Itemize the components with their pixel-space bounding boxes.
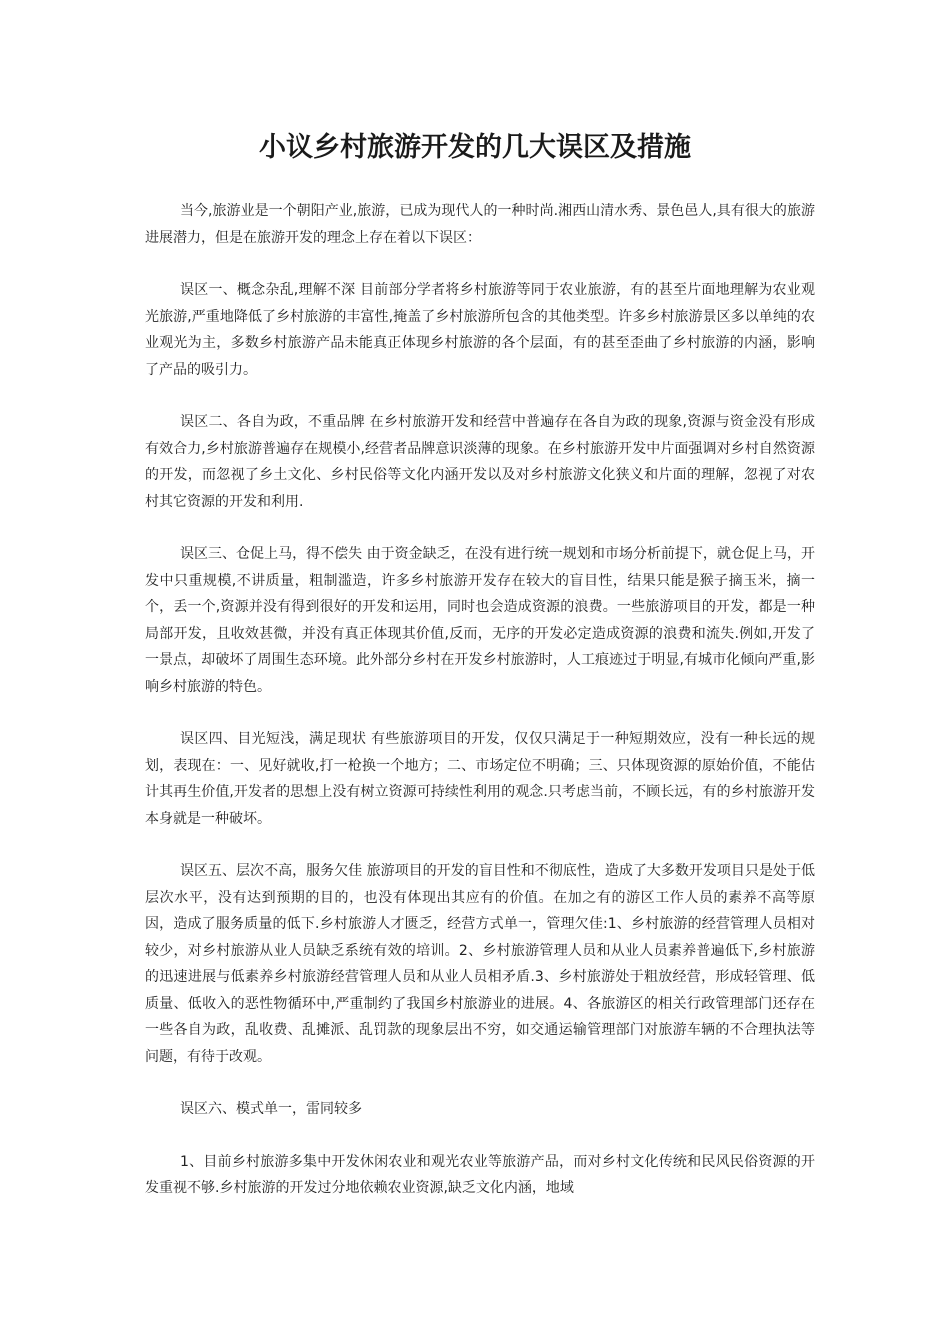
paragraph-misconception-3: 误区三、仓促上马，得不偿失 由于资金缺乏，在没有进行统一规划和市场分析前提下，就仓促上马，开发中只重规模,不讲质量，粗制滥造，许多乡村旅游开发存在较大的盲目性，结果只能是猴子摘玉米，摘一个，丢一个,资源并没有得到很好的开发和运用，同时也会造成资源的浪费。一些旅游项目的开发，都是一种局部开发，且收效甚微，并没有真正体现其价值,反而，无序的开发必定造成资源的浪费和流失.例如,开发了一景点，却破坏了周围生态环境。此外部分乡村在开发乡村旅游时，人工痕迹过于明显,有城市化倾向严重,影响乡村旅游的特色。 bbox=[145, 546, 815, 695]
paragraph-misconception-4: 误区四、目光短浅，满足现状 有些旅游项目的开发，仅仅只满足于一种短期效应，没有一种长远的规划，表现在：一、见好就收,打一枪换一个地方；二、市场定位不明确；三、只体现资源的原始价值，不能估计其再生价值,开发者的思想上没有树立资源可持续性利用的观念.只考虑当前，不顾长远，有的乡村旅游开发本身就是一种破坏。 bbox=[145, 731, 815, 827]
document-title: 小议乡村旅游开发的几大误区及措施 bbox=[259, 132, 691, 163]
paragraph-misconception-5: 误区五、层次不高，服务欠佳 旅游项目的开发的盲目性和不彻底性，造成了大多数开发项目只是处于低层次水平，没有达到预期的目的，也没有体现出其应有的价值。在加之有的游区工作人员的素养不高等原因，造成了服务质量的低下.乡村旅游人才匮乏，经营方式单一，管理欠佳:1、乡村旅游的经营管理人员相对较少，对乡村旅游从业人员缺乏系统有效的培训。2、乡村旅游管理人员和从业人员素养普遍低下,乡村旅游的迅速进展与低素养乡村旅游经营管理人员和从业人员相矛盾.3、乡村旅游处于粗放经营，形成轻管理、低质量、低收入的恶性物循环中,严重制约了我国乡村旅游业的进展。4、各旅游区的相关行政管理部门还存在一些各自为政，乱收费、乱摊派、乱罚款的现象层出不穷，如交通运输管理部门对旅游车辆的不合理执法等问题，有待于改观。 bbox=[145, 863, 815, 1065]
paragraph-misconception-1: 误区一、概念杂乱,理解不深 目前部分学者将乡村旅游等同于农业旅游，有的甚至片面地理解为农业观光旅游,严重地降低了乡村旅游的丰富性,掩盖了乡村旅游所包含的其他类型。许多乡村旅游景区多以单纯的农业观光为主，多数乡村旅游产品未能真正体现乡村旅游的各个层面，有的甚至歪曲了乡村旅游的内涵，影响了产品的吸引力。 bbox=[145, 282, 815, 378]
document-body bbox=[145, 198, 815, 1228]
paragraph-intro: 当今,旅游业是一个朝阳产业,旅游，已成为现代人的一种时尚.湘西山清水秀、景色邑人,具有很大的旅游进展潜力，但是在旅游开发的理念上存在着以下误区： bbox=[145, 203, 815, 246]
paragraph-misconception-6-point-1: 1、目前乡村旅游多集中开发休闲农业和观光农业等旅游产品，而对乡村文化传统和民风民俗资源的开发重视不够.乡村旅游的开发过分地依赖农业资源,缺乏文化内涵，地域 bbox=[145, 1153, 815, 1196]
paragraph-misconception-2: 误区二、各自为政，不重品牌 在乡村旅游开发和经营中普遍存在各自为政的现象,资源与资金没有形成有效合力,乡村旅游普遍存在规模小,经营者品牌意识淡薄的现象。在乡村旅游开发中片面强调对乡村自然资源的开发，而忽视了乡土文化、乡村民俗等文化内涵开发以及对乡村旅游文化狭义和片面的理解，忽视了对农村其它资源的开发和利用. bbox=[145, 414, 815, 510]
paragraph-misconception-6-heading: 误区六、模式单一，雷同较多 bbox=[180, 1101, 362, 1117]
